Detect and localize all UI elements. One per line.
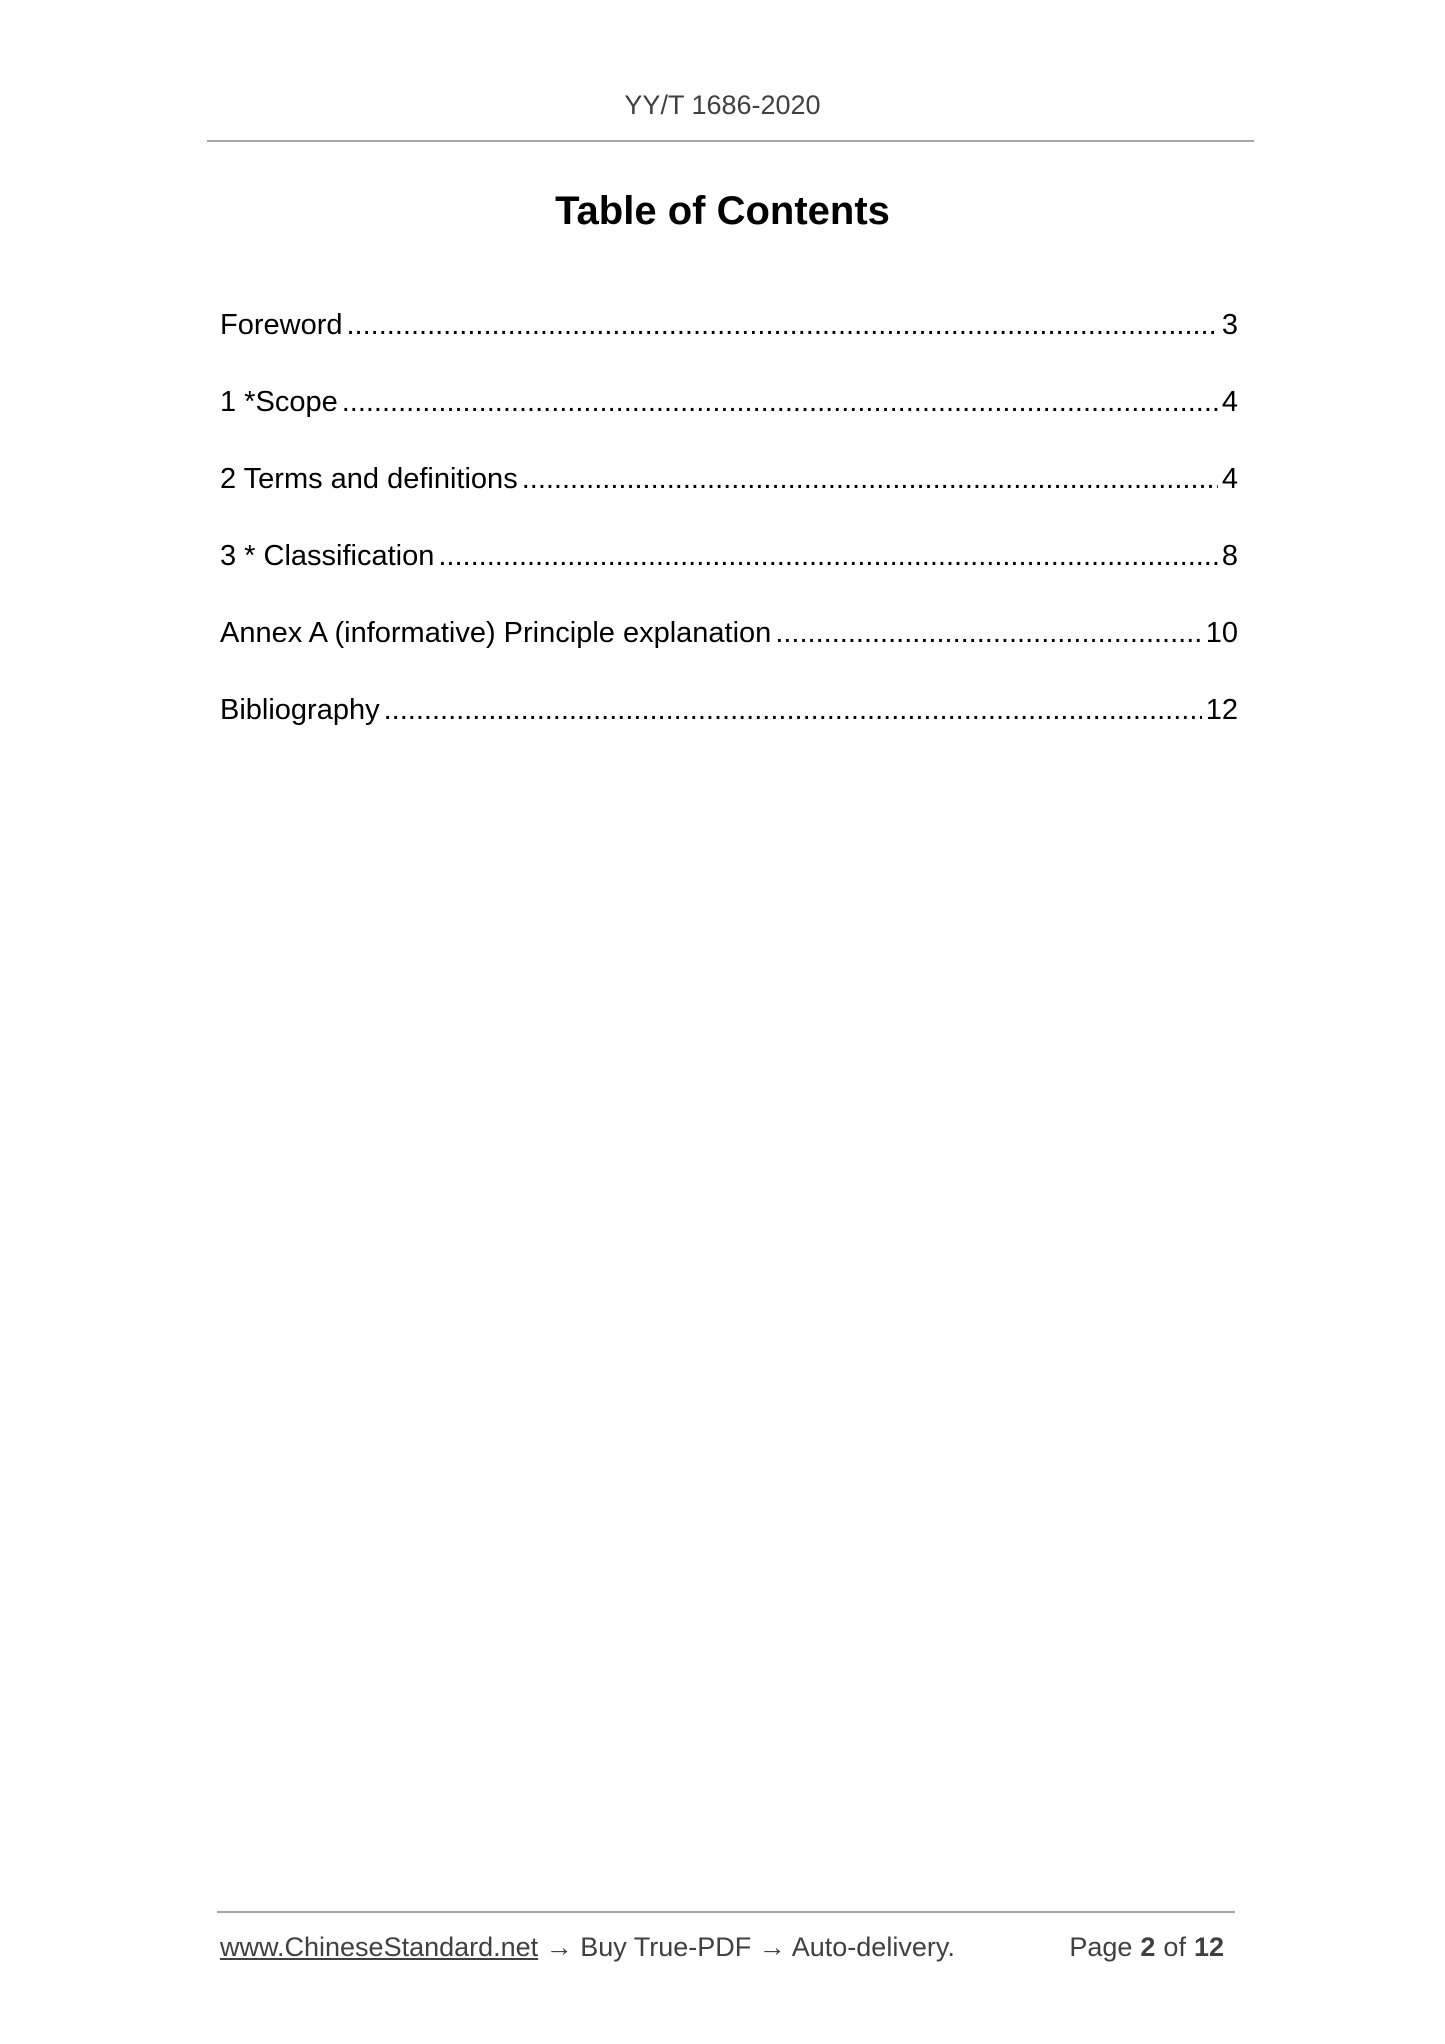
- toc-entry-page: 4: [1221, 463, 1238, 495]
- toc-leader-dots: [522, 459, 1218, 499]
- toc-entry-label: 3 * Classification: [220, 540, 435, 572]
- toc-entry-page: 8: [1221, 540, 1238, 572]
- toc-entry-page: 4: [1221, 386, 1238, 418]
- toc-entry-annex-a[interactable]: [220, 613, 1238, 690]
- toc-entry-label: Bibliography: [220, 694, 380, 726]
- page-number: [1069, 1930, 1232, 1964]
- toc-entry-page: 12: [1205, 694, 1238, 726]
- toc-leader-dots: [342, 382, 1218, 422]
- toc-entry-scope[interactable]: [220, 382, 1238, 459]
- page-word: Page: [1069, 1932, 1133, 1962]
- toc-leader-dots: [347, 305, 1218, 345]
- toc-entry-terms[interactable]: [220, 459, 1238, 536]
- footer-promo-text: → Buy True-PDF → Auto-delivery.: [545, 1932, 955, 1962]
- toc-leader-dots: [438, 536, 1217, 576]
- toc-entry-label: 1 *Scope: [220, 386, 338, 418]
- toc-title: Table of Contents: [555, 189, 890, 233]
- header-divider: [207, 140, 1254, 142]
- page-total: 12: [1193, 1932, 1224, 1962]
- toc-leader-dots: [384, 690, 1202, 730]
- toc-entry-foreword[interactable]: [220, 305, 1238, 382]
- toc-list: [220, 305, 1238, 767]
- toc-entry-page: 10: [1205, 617, 1238, 649]
- toc-entry-label: Annex A (informative) Principle explanation: [220, 617, 772, 649]
- toc-entry-classification[interactable]: [220, 536, 1238, 613]
- toc-leader-dots: [775, 613, 1201, 653]
- running-header: YY/T 1686-2020: [624, 90, 821, 120]
- footer-divider: [217, 1911, 1235, 1913]
- toc-entry-label: 2 Terms and definitions: [220, 463, 518, 495]
- footer-promo: [220, 1930, 955, 1964]
- toc-entry-label: Foreword: [220, 309, 343, 341]
- site-link[interactable]: www.ChineseStandard.net: [220, 1932, 539, 1962]
- toc-entry-bibliography[interactable]: [220, 690, 1238, 767]
- toc-entry-page: 3: [1221, 309, 1238, 341]
- of-word: of: [1163, 1932, 1186, 1962]
- page-current: 2: [1140, 1932, 1156, 1962]
